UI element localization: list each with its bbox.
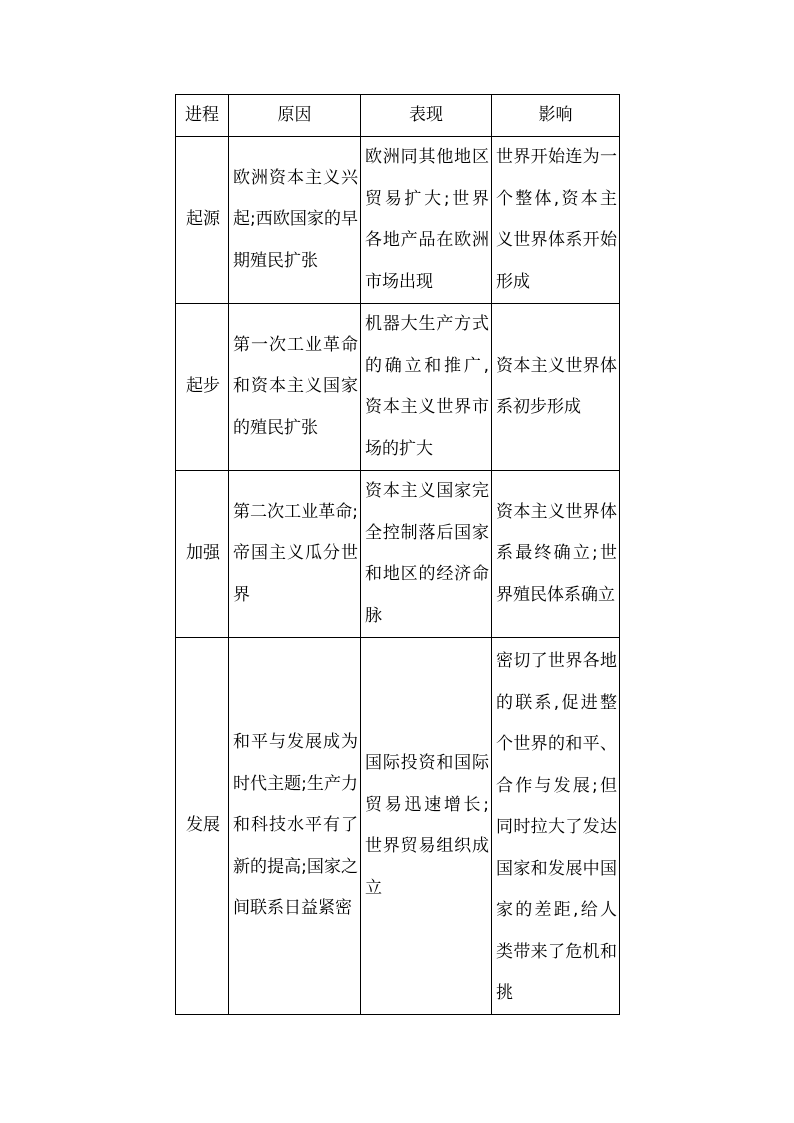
stage-cell: 起源 (176, 137, 229, 304)
history-table (175, 94, 620, 1015)
stage-cell: 加强 (176, 471, 229, 638)
manifestation-cell: 机器大生产方式的确立和推广,资本主义世界市场的扩大 (361, 304, 492, 471)
table-row (176, 304, 620, 471)
header-impact: 影响 (492, 95, 620, 137)
cause-cell: 和平与发展成为时代主题;生产力和科技水平有了新的提高;国家之间联系日益紧密 (229, 638, 361, 1015)
table-row (176, 638, 620, 1015)
cause-cell: 欧洲资本主义兴起;西欧国家的早期殖民扩张 (229, 137, 361, 304)
cause-cell: 第一次工业革命和资本主义国家的殖民扩张 (229, 304, 361, 471)
impact-cell: 资本主义世界体系最终确立;世界殖民体系确立 (492, 471, 620, 638)
impact-text: 密切了世界各地的联系,促进整个世界的和平、合作与发展;但同时拉大了发达国家和发展中国家的差距,给人类带来了危机和挑 (496, 651, 617, 1003)
impact-cell: 资本主义世界体系初步形成 (492, 304, 620, 471)
impact-cell: 世界开始连为一个整体,资本主义世界体系开始形成 (492, 137, 620, 304)
table-row (176, 137, 620, 304)
manifestation-cell: 国际投资和国际贸易迅速增长;世界贸易组织成立 (361, 638, 492, 1015)
manifestation-cell: 资本主义国家完全控制落后国家和地区的经济命脉 (361, 471, 492, 638)
header-cause: 原因 (229, 95, 361, 137)
impact-cell (492, 638, 620, 1015)
header-manifestation: 表现 (361, 95, 492, 137)
stage-cell: 起步 (176, 304, 229, 471)
header-stage: 进程 (176, 95, 229, 137)
cause-cell: 第二次工业革命;帝国主义瓜分世界 (229, 471, 361, 638)
manifestation-cell: 欧洲同其他地区贸易扩大;世界各地产品在欧洲市场出现 (361, 137, 492, 304)
table-header-row (176, 95, 620, 137)
table-row (176, 471, 620, 638)
stage-cell: 发展 (176, 638, 229, 1015)
